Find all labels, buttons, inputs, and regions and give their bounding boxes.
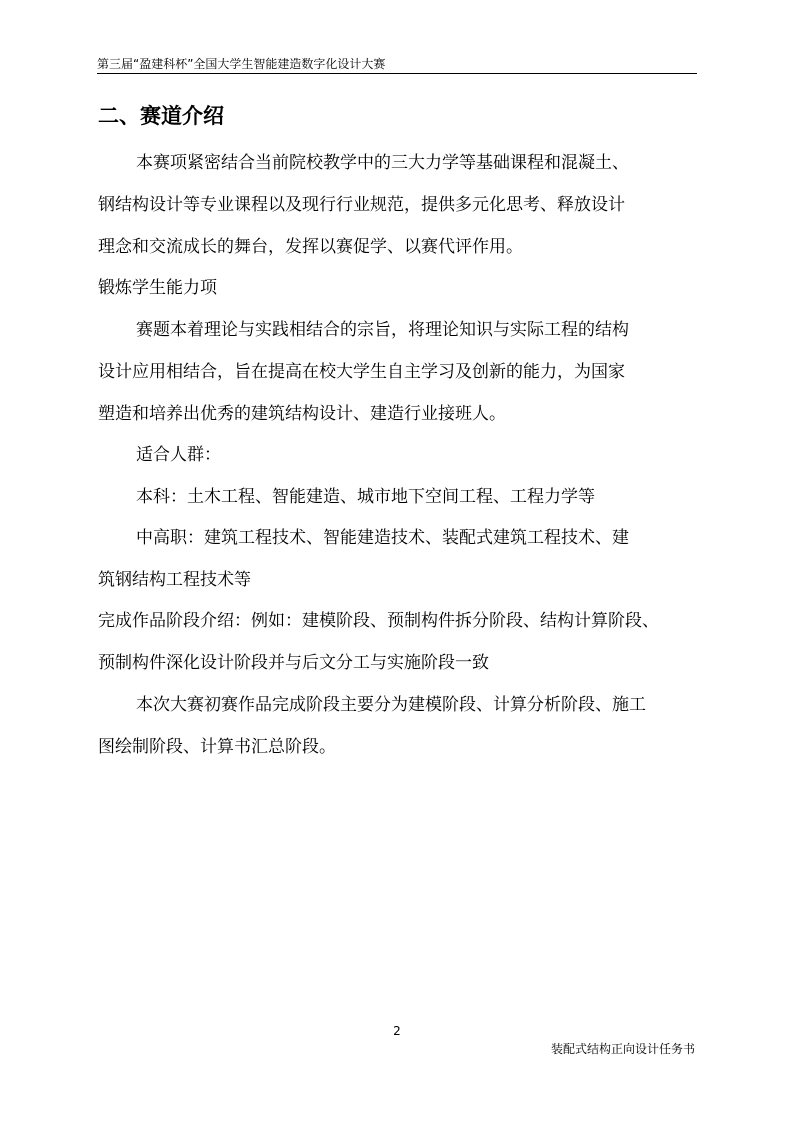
body-line-stages-2: 预制构件深化设计阶段并与后文分工与实施阶段一致 xyxy=(98,653,489,673)
body-line-intro-2: 钢结构设计等专业课程以及现行行业规范，提供多元化思考、释放设计 xyxy=(98,195,625,215)
body-line-ability-1: 赛题本着理论与实践相结合的宗旨，将理论知识与实际工程的结构 xyxy=(136,320,629,340)
body-line-audience-undergrad: 本科：土木工程、智能建造、城市地下空间工程、工程力学等 xyxy=(136,487,595,507)
header-title: 第三届“盈建科杯”全国大学生智能建造数字化设计大赛 xyxy=(97,57,386,71)
footer-doc-title: 装配式结构正向设计任务书 xyxy=(551,1042,696,1056)
body-line-audience-heading: 适合人群： xyxy=(136,445,221,465)
body-line-prelim-2: 图绘制阶段、计算书汇总阶段。 xyxy=(98,737,336,757)
section-heading: 二、赛道介绍 xyxy=(98,104,224,128)
body-line-ability-3: 塑造和培养出优秀的建筑结构设计、建造行业接班人。 xyxy=(98,404,506,424)
body-line-intro-3: 理念和交流成长的舞台，发挥以赛促学、以赛代评作用。 xyxy=(98,237,523,257)
body-line-intro-1: 本赛项紧密结合当前院校教学中的三大力学等基础课程和混凝土、 xyxy=(136,153,629,173)
body-line-ability-heading: 锻炼学生能力项 xyxy=(98,278,217,298)
body-line-stages-1: 完成作品阶段介绍：例如：建模阶段、预制构件拆分阶段、结构计算阶段、 xyxy=(98,611,659,631)
page-number: 2 xyxy=(393,1024,401,1038)
body-line-audience-vocational-1: 中高职：建筑工程技术、智能建造技术、装配式建筑工程技术、建 xyxy=(136,528,629,548)
header-divider xyxy=(97,73,697,74)
body-line-prelim-1: 本次大赛初赛作品完成阶段主要分为建模阶段、计算分析阶段、施工 xyxy=(136,695,646,715)
body-line-audience-vocational-2: 筑钢结构工程技术等 xyxy=(98,570,251,590)
body-line-ability-2: 设计应用相结合，旨在提高在校大学生自主学习及创新的能力，为国家 xyxy=(98,362,625,382)
